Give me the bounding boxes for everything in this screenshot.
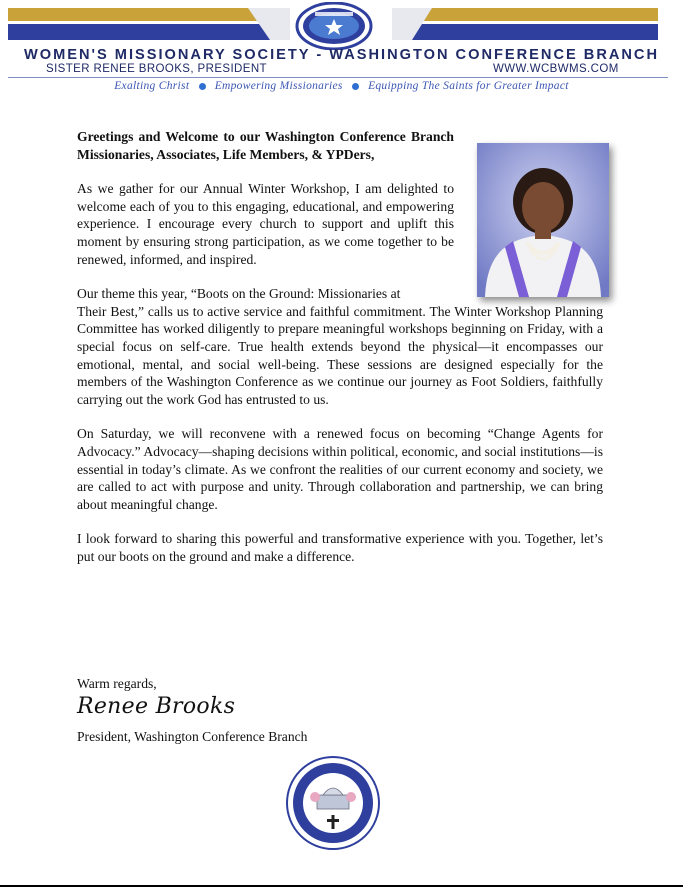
tagline-item-equipping: Equipping The Saints for Greater Impact xyxy=(368,80,569,92)
paragraph-welcome: As we gather for our Annual Winter Workshop, I am delighted to welcome each of you to this engaging, educational, and empowering experience. I encourage every church to support and uplift this moment by ensuring strong participation, as we come together to be renewed, informed, and inspired. xyxy=(77,181,454,267)
tagline-item-exalting: Exalting Christ xyxy=(114,80,190,92)
president-line: SISTER RENEE BROOKS, PRESIDENT xyxy=(46,63,267,75)
header-banner-left xyxy=(8,8,290,40)
closing: Warm regards, xyxy=(77,676,157,691)
footer-rule xyxy=(0,885,683,887)
paragraph-theme-rest: Their Best,” calls us to active service and faithful commitment. The Winter Workshop Planning Committee has worked diligently to prepare meaningful workshops beginning on Friday, with a special focus on self-care. True health extends beyond the physical—it encompasses our emotional, mental, and social well-being. These sessions are designed especially for the members of the Washington Conference as we continue our journey as Foot Soldiers, faithfully carrying out the work God has entrusted to us. xyxy=(77,303,603,407)
wms-logo-icon xyxy=(295,2,373,50)
signature: Renee Brooks xyxy=(77,694,236,719)
header-divider xyxy=(8,77,668,78)
wms-seal-icon xyxy=(285,755,381,851)
signer-title: President, Washington Conference Branch xyxy=(77,729,308,744)
paragraph-saturday: On Saturday, we will reconvene with a renewed focus on becoming “Change Agents for Advocacy.” Advocacy—shaping decisions within political, economic, and social institutions—is essential in today’s climate. As we confront the realities of our current economy and society, we are called to act with purpose and unity. Through collaboration and partnership, we can bring about meaningful change. xyxy=(77,426,603,512)
website-link[interactable]: WWW.WCBWMS.COM xyxy=(493,63,619,75)
letter-body xyxy=(77,128,603,582)
greeting: Greetings and Welcome to our Washington Conference Branch Missionaries, Associates, Life Members, & YPDers, xyxy=(77,129,454,162)
paragraph-closing: I look forward to sharing this powerful and transformative experience with you. Together, let’s put our boots on the ground and make a difference. xyxy=(77,531,603,564)
bullet-dot-icon xyxy=(199,83,206,90)
paragraph-theme-first-line: Our theme this year, “Boots on the Ground: Missionaries at xyxy=(77,286,401,302)
bullet-dot-icon xyxy=(352,83,359,90)
header-banner-right xyxy=(392,8,658,40)
paragraph-theme xyxy=(77,285,603,408)
tagline xyxy=(0,80,683,92)
org-title: WOMEN'S MISSIONARY SOCIETY - WASHINGTON CONFERENCE BRANCH xyxy=(23,47,660,63)
tagline-item-empowering: Empowering Missionaries xyxy=(214,80,343,92)
